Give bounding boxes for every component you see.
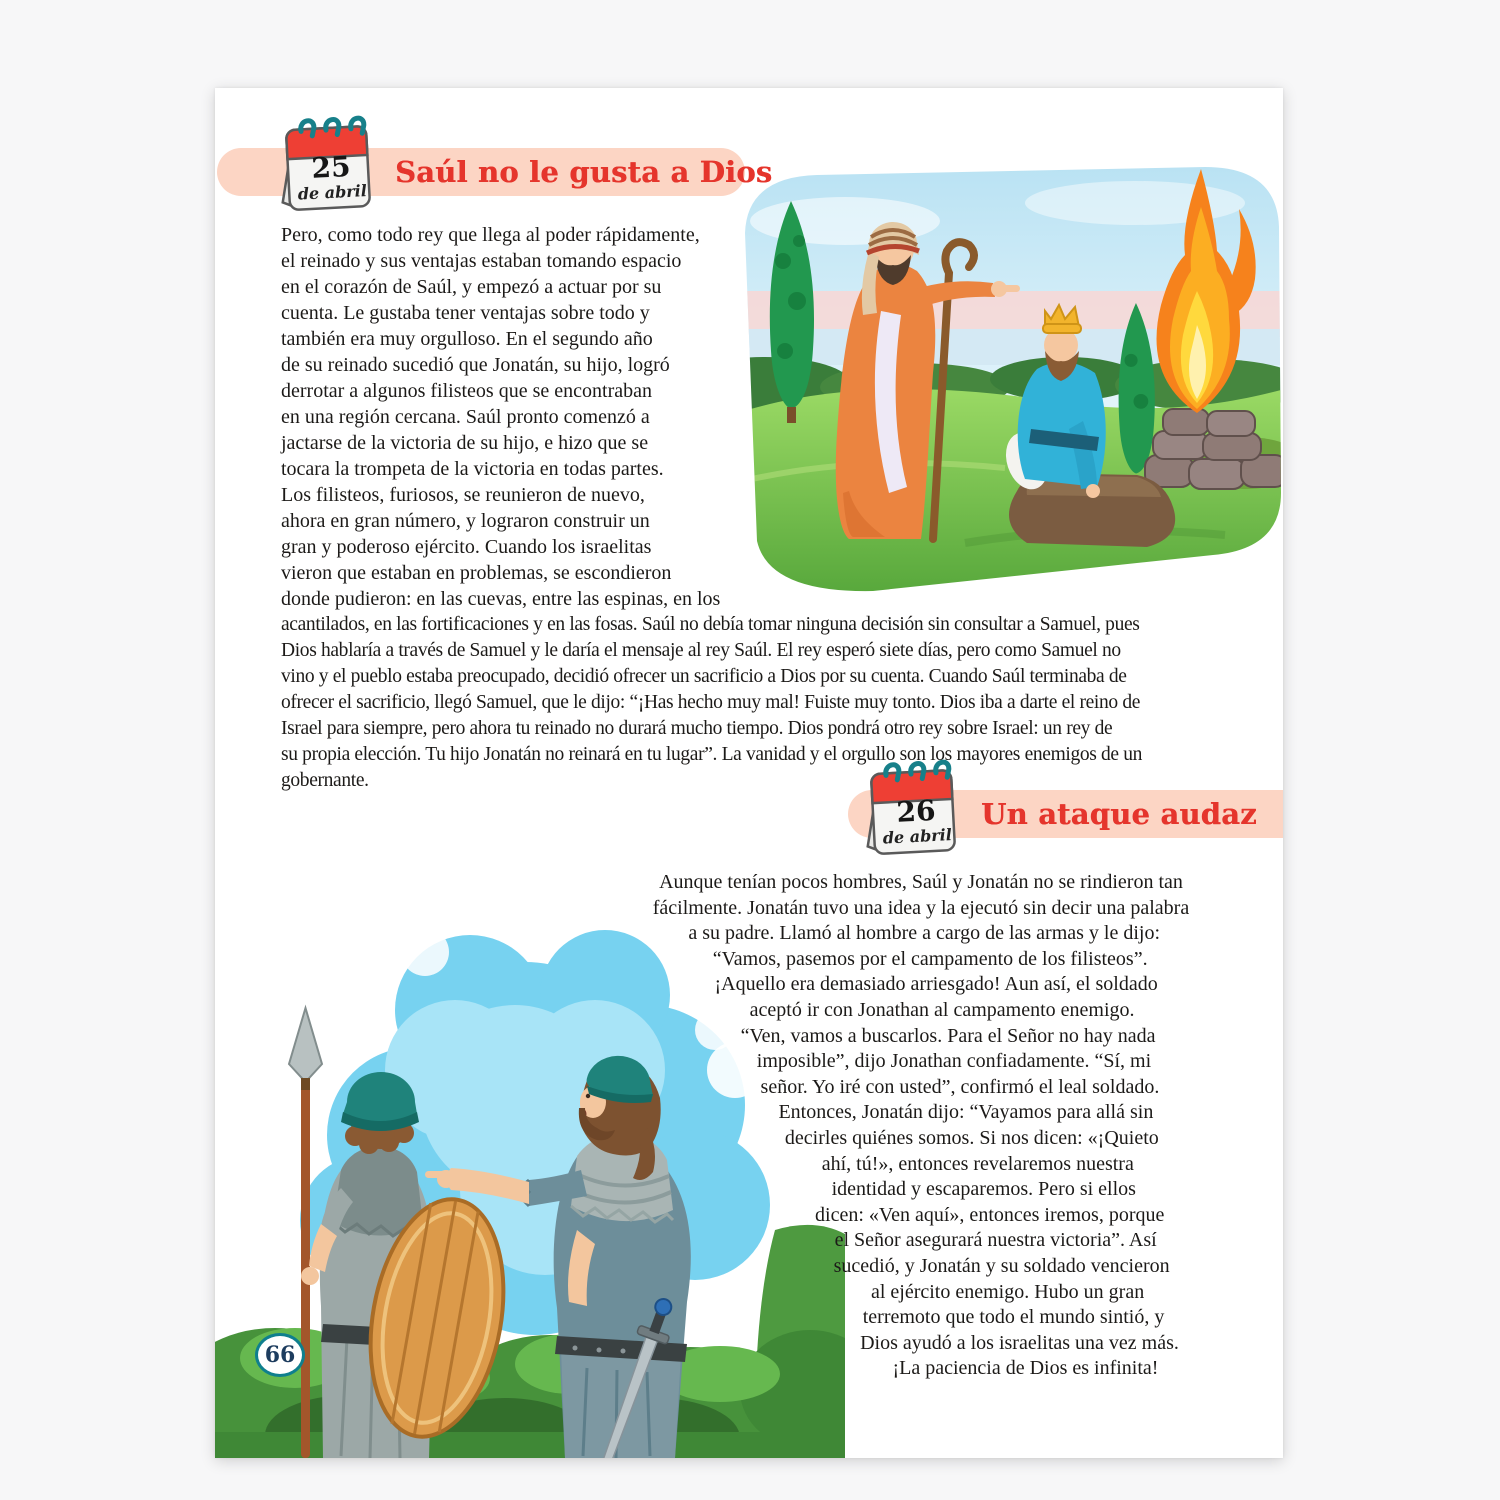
page-number: 66 [264,1342,296,1368]
calendar-day: 26 [895,793,937,829]
text-line: tocara la trompeta de la victoria en todas partes. [281,458,664,480]
story1-title: Saúl no le gusta a Dios [395,155,773,189]
story1-paragraph-wide [281,612,1261,794]
text-line: Dios ayudó a los israelitas una vez más. [860,1331,1179,1354]
text-line: vino y el pueblo estaba preocupado, decidió ofrecer un sacrificio a Dios por su cuenta. Cuando Saúl terminaba de [281,666,1127,687]
text-line: al ejército enemigo. Hubo un gran [870,1280,1145,1303]
story2-title: Un ataque audaz [981,797,1257,831]
text-line: acantilados, en las fortificaciones y en las fosas. Saúl no debía tomar ninguna decisión sin consultar a Samuel, pues [281,614,1140,635]
calendar-day: 25 [310,149,352,185]
page-number-badge [255,1333,305,1377]
book-page [215,88,1283,1458]
text-line: gran y poderoso ejército. Cuando los israelitas [281,536,652,558]
text-line: Aunque tenían pocos hombres, Saúl y Jonatán no se rindieron tan [659,871,1183,893]
text-line: ¡Aquello era demasiado arriesgado! Aun así, el soldado [714,973,1158,996]
text-line: señor. Yo iré con usted”, confirmó el leal soldado. [760,1075,1160,1098]
text-line: el reinado y sus ventajas estaban tomando espacio [281,250,682,272]
calendar-icon-25-april [273,108,385,218]
text-line: identidad y escaparemos. Pero si ellos [831,1178,1136,1201]
text-line: su propia elección. Tu hijo Jonatán no reinará en tu lugar”. La vanidad y el orgullo son los mayores enemigos de un [281,744,1143,765]
text-line: en una región cercana. Saúl pronto comenzó a [281,406,650,428]
text-line: a su padre. Llamó al hombre a cargo de las armas y le dijo: [688,922,1161,945]
text-line: Entonces, Jonatán dijo: “Vayamos para allá sin [778,1101,1154,1124]
pointing-hand [1003,285,1020,292]
calendar-month: de abril [882,825,953,848]
story1-paragraph-narrow [281,222,720,612]
text-line: cuenta. Le gustaba tener ventajas sobre todo y [281,302,650,324]
text-line: ahí, tú!», entonces revelaremos nuestra [821,1152,1134,1175]
text-line: fácilmente. Jonatán tuvo una idea y la ejecutó sin decir una palabra [652,896,1190,919]
text-line: imposible”, dijo Jonathan confiadamente. “Sí, mi [756,1050,1152,1073]
text-line: Los filisteos, furiosos, se reunieron de nuevo, [281,484,645,506]
calendar-month: de abril [297,181,368,204]
text-line: ahora en gran número, y lograron construir un [281,510,650,532]
story2-paragraph [590,870,1252,1395]
text-line: Pero, como todo rey que llega al poder rápidamente, [281,224,700,246]
text-line: jactarse de la victoria de su hijo, e hizo que se [281,432,649,454]
text-line: aceptó ir con Jonathan al campamento enemigo. [749,998,1135,1021]
calendar-icon-26-april [858,752,970,862]
text-line: dicen: «Ven aquí», entonces iremos, porque [815,1203,1165,1226]
text-line: ¡La paciencia de Dios es infinita! [892,1357,1159,1380]
illustration-samuel-rebukes-saul [705,163,1283,593]
text-line: vieron que estaban en problemas, se escondieron [281,562,672,584]
text-line: derrotar a algunos filisteos que se encontraban [281,380,652,402]
text-line: Israel para siempre, pero ahora tu reinado no durará mucho tiempo. Dios pondrá otro rey sobre Israel: un rey de [281,718,1113,739]
text-line: ofrecer el sacrificio, llegó Samuel, que le dijo: “¡Has hecho muy mal! Fuiste muy tonto. Dios iba a darte el reino de [281,692,1141,713]
hand-on-spear [301,1267,319,1285]
text-line: donde pudieron: en las cuevas, entre las espinas, en los [281,588,721,610]
text-line: también era muy orgulloso. En el segundo año [281,328,653,350]
text-line: sucedió, y Jonatán y su soldado vencieron [833,1254,1170,1277]
text-line: decirles quiénes somos. Si nos dicen: «¡Quieto [784,1126,1159,1149]
text-line: el Señor asegurará nuestra victoria”. Así [834,1229,1157,1252]
text-line: terremoto que todo el mundo sintió, y [862,1306,1165,1329]
text-line: en el corazón de Saúl, y empezó a actuar por su [281,276,662,298]
text-line: Dios hablaría a través de Samuel y le daría el mensaje al rey Saúl. El rey esperó siete días, pero como Samuel no [281,640,1121,661]
text-line: de su reinado sucedió que Jonatán, su hijo, logró [281,354,670,376]
text-line: “Ven, vamos a buscarlos. Para el Señor no hay nada [740,1024,1156,1047]
pointing-finger [425,1171,447,1178]
text-line: gobernante. [281,770,369,791]
text-line: “Vamos, pasemos por el campamento de los filisteos”. [712,947,1148,970]
